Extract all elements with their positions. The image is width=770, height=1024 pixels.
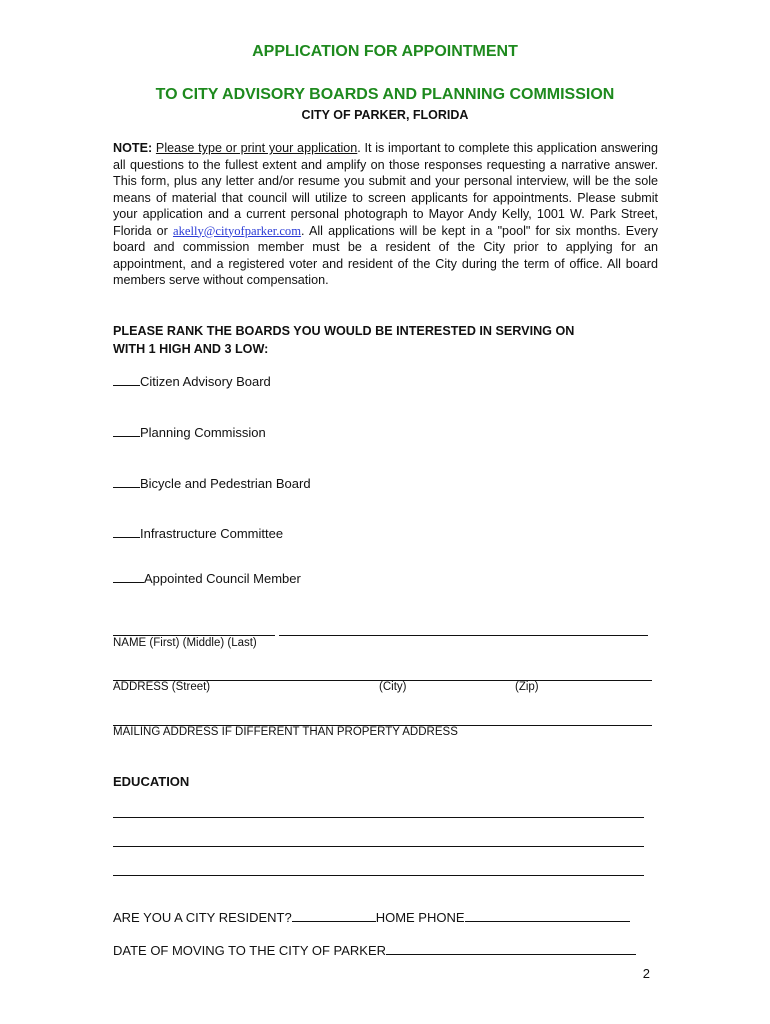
rank-blank[interactable] [113,525,140,538]
city-name: CITY OF PARKER, FLORIDA [301,108,469,122]
name-line-first[interactable] [113,635,275,636]
address-city-label: (City) [379,681,407,693]
form-subtitle: TO CITY ADVISORY BOARDS AND PLANNING COMMISSION [155,86,615,103]
education-line-3[interactable] [113,875,644,876]
address-street-label: ADDRESS (Street) [113,681,211,693]
name-label: NAME (First) (Middle) (Last) [113,637,257,649]
board-label: Planning Commission [140,425,266,440]
rank-blank[interactable] [113,570,144,583]
email-link[interactable]: akelly@cityofparker.com [172,223,302,238]
city-resident-field [113,909,630,925]
education-heading: EDUCATION [113,774,190,789]
rank-heading-line2: WITH 1 HIGH AND 3 LOW: [113,342,269,356]
moving-date-label: DATE OF MOVING TO THE CITY OF PARKER [113,943,387,958]
board-label: Infrastructure Committee [140,526,284,541]
rank-heading-line1: PLEASE RANK THE BOARDS YOU WOULD BE INTERESTED IN SERVING ON [113,324,575,338]
note-label: NOTE: [113,141,153,155]
board-label: Bicycle and Pedestrian Board [140,476,311,491]
rank-blank[interactable] [113,373,140,386]
education-line-2[interactable] [113,846,644,847]
rank-blank[interactable] [113,424,140,437]
address-zip-label: (Zip) [515,681,539,693]
mailing-address-label: MAILING ADDRESS IF DIFFERENT THAN PROPERTY ADDRESS [113,726,458,738]
note-body-end: . All applications will be kept in a "pool" for six months. Every board and commission member must be a resident of the City prior to applying for an appointment, and a registered voter and resident of the City during the term of office. All board members serve without compensation. [113,223,658,287]
note-instruction: Please type or print your application [155,141,358,155]
rank-blank[interactable] [113,475,140,488]
board-option-citizen-advisory[interactable] [113,373,271,389]
board-label: Citizen Advisory Board [140,374,271,389]
city-resident-blank[interactable] [292,909,376,922]
board-label: Appointed Council Member [144,571,301,586]
board-option-council-member[interactable] [113,570,301,586]
form-title: APPLICATION FOR APPOINTMENT [252,43,518,60]
city-resident-label: ARE YOU A CITY RESIDENT? [113,910,292,925]
board-option-planning-commission[interactable] [113,424,266,440]
home-phone-label: HOME PHONE [375,910,465,925]
moving-date-field [113,942,636,958]
board-option-infrastructure[interactable] [113,525,283,541]
note-paragraph [113,140,658,289]
education-line-1[interactable] [113,817,644,818]
name-line-rest[interactable] [279,635,648,636]
page-number: 2 [642,966,650,981]
note-body: . It is important to complete this application answering all questions to the fullest extent and amplify on those responses requesting a narrative answer. This form, plus any letter and/or resume you submit and your personal interview, will be the sole means of material that council will utilize to screen applicants for appointments. Please submit your application and a current personal photograph to Mayor Andy Kelly, 1001 W. Park Street, Florida or [113,141,659,238]
rank-heading [113,322,658,358]
board-option-bicycle-pedestrian[interactable] [113,475,311,491]
home-phone-blank[interactable] [465,909,630,922]
moving-date-blank[interactable] [386,942,636,955]
